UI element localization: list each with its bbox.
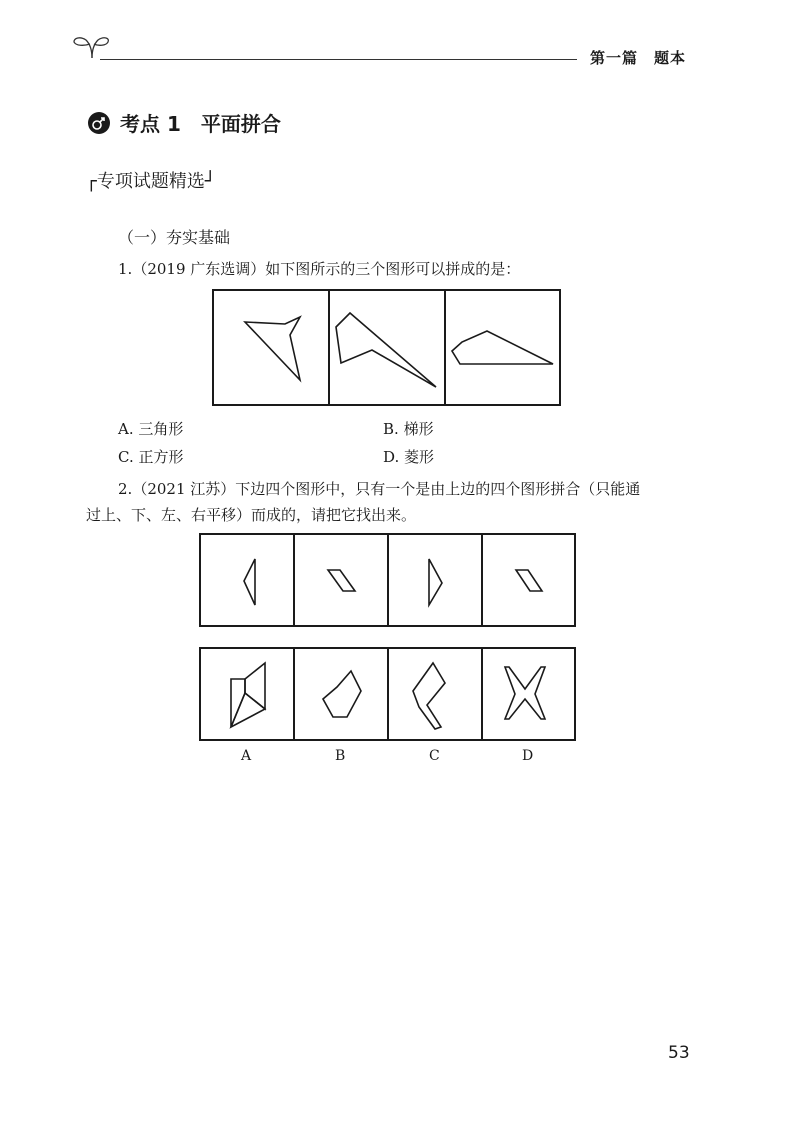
running-title: 第一篇 题本 xyxy=(590,49,687,67)
header-rule xyxy=(100,59,577,60)
question-2-source-figure xyxy=(199,533,576,627)
bracket-open: ┌ xyxy=(86,171,97,192)
q2-source-shapes xyxy=(201,535,578,629)
option-d-text: 菱形 xyxy=(404,448,435,466)
question-2-text-line2: 过上、下、左、右平移）而成的，请把它找出来。 xyxy=(86,506,417,524)
q2-answer-c-shape xyxy=(413,663,445,729)
page-number: 53 xyxy=(668,1043,690,1063)
option-a-label: A. xyxy=(118,420,134,438)
q2-answer-a-shape xyxy=(231,663,265,727)
q2-source-3 xyxy=(429,559,442,605)
question-1-shapes xyxy=(214,291,563,408)
option-b-label: B. xyxy=(383,420,399,438)
topic-title: 考点 1 平面拼合 xyxy=(120,112,281,136)
bracket-close: ┘ xyxy=(204,171,216,192)
question-2-answer-figure xyxy=(199,647,576,741)
question-2-text-line1: （2021 江苏）下边四个图形中，只有一个是由上边的四个图形拼合（只能通 xyxy=(132,480,641,498)
question-2-stem-line1 xyxy=(118,477,708,501)
option-d[interactable] xyxy=(383,446,434,467)
question-2-number: 2. xyxy=(118,480,133,498)
q1-shape-1 xyxy=(245,317,300,380)
section-heading xyxy=(86,167,216,193)
section-title: 专项试题精选 xyxy=(96,171,205,192)
question-1-stem xyxy=(118,257,520,281)
q2-source-1 xyxy=(244,559,255,605)
answer-label-b[interactable]: B xyxy=(335,748,346,764)
q2-source-2 xyxy=(328,570,355,591)
question-1-number: 1. xyxy=(118,260,133,278)
pen-badge-icon xyxy=(88,112,110,134)
option-a[interactable] xyxy=(118,418,183,439)
question-1-figure xyxy=(212,289,561,406)
q2-answer-d-shape xyxy=(505,667,545,719)
option-b[interactable] xyxy=(383,418,434,439)
option-b-text: 梯形 xyxy=(403,420,434,438)
option-c[interactable] xyxy=(118,446,184,467)
q1-shape-2 xyxy=(336,313,436,387)
option-a-text: 三角形 xyxy=(138,420,184,438)
q2-answer-shapes xyxy=(201,649,578,743)
answer-label-d[interactable]: D xyxy=(522,748,534,764)
answer-label-c[interactable]: C xyxy=(429,748,440,764)
q2-answer-b-shape xyxy=(323,671,361,717)
option-c-label: C. xyxy=(118,448,134,466)
answer-label-a[interactable]: A xyxy=(241,748,252,764)
q1-shape-3 xyxy=(452,331,553,364)
subsection-title: （一）夯实基础 xyxy=(118,228,231,247)
q2-source-4 xyxy=(516,570,542,591)
option-c-text: 正方形 xyxy=(138,448,184,466)
sprout-icon xyxy=(0,0,800,80)
question-1-text: （2019 广东选调）如下图所示的三个图形可以拼成的是： xyxy=(132,260,521,278)
option-d-label: D. xyxy=(383,448,400,466)
topic-heading xyxy=(88,108,281,137)
